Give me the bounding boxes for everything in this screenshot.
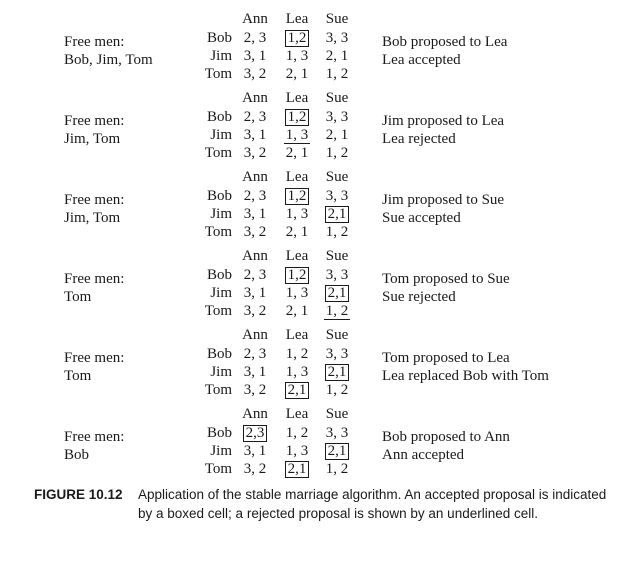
ranking-cell — [277, 144, 317, 162]
step-note — [382, 112, 504, 148]
ranking-cell — [317, 65, 357, 83]
ranking-cell — [317, 460, 357, 478]
ranking-cell — [277, 65, 317, 83]
accepted-cell — [317, 205, 357, 223]
rejected-cell — [277, 126, 317, 144]
row-name: Jim — [210, 364, 232, 380]
ranking-cell — [235, 345, 275, 363]
ranking-value: 1, 3 — [285, 364, 309, 380]
ranking-value: 3, 1 — [243, 285, 267, 301]
ranking-cell — [235, 284, 275, 302]
ranking-value: 2, 3 — [243, 267, 267, 283]
step-block — [0, 247, 623, 325]
ranking-cell — [317, 424, 357, 442]
ranking-value: 1, 3 — [285, 443, 309, 459]
ranking-cell — [317, 29, 357, 47]
step-note — [382, 270, 510, 306]
outcome-text: Ann accepted — [382, 447, 465, 463]
ranking-cell — [317, 223, 357, 241]
outcome-text: Sue accepted — [382, 210, 461, 226]
ranking-cell — [317, 345, 357, 363]
accepted-cell — [317, 442, 357, 460]
ranking-value: 1, 3 — [285, 285, 309, 301]
free-men — [64, 270, 124, 306]
ranking-value: 3, 3 — [325, 109, 349, 125]
ranking-value: 2, 1 — [285, 303, 309, 319]
caption-text: Application of the stable marriage algorithm. An accepted proposal is indicated by a boxed cell; a rejected proposal is shown by an underlined cell. — [138, 487, 607, 521]
ranking-value: 1, 3 — [285, 48, 309, 64]
ranking-cell — [235, 47, 275, 65]
ranking-value: 1, 3 — [285, 206, 309, 222]
ranking-value: 2, 3 — [243, 346, 267, 362]
ranking-cell — [235, 29, 275, 47]
column-header: Sue — [325, 248, 349, 264]
free-men — [64, 112, 124, 148]
ranking-value: 3, 2 — [243, 461, 267, 477]
ranking-value: 1,2 — [285, 30, 310, 47]
column-header: Ann — [242, 11, 268, 27]
outcome-text: Lea rejected — [382, 131, 456, 147]
free-men — [64, 349, 124, 385]
rejected-cell — [317, 302, 357, 320]
step-block — [0, 168, 623, 246]
proposal-text: Tom proposed to Sue — [382, 271, 510, 287]
free-men-label: Free men: — [64, 429, 125, 445]
ranking-value: 2, 1 — [285, 145, 309, 161]
ranking-cell — [317, 126, 357, 144]
step-note — [382, 428, 510, 464]
caption-label: FIGURE 10.12 — [34, 487, 123, 502]
row-name: Jim — [210, 48, 232, 64]
ranking-value: 2,1 — [325, 206, 350, 223]
ranking-value: 3, 3 — [325, 346, 349, 362]
ranking-cell — [277, 363, 317, 381]
row-name: Jim — [210, 127, 232, 143]
ranking-value: 2, 1 — [325, 48, 349, 64]
ranking-value: 3, 1 — [243, 443, 267, 459]
free-men-list: Jim, Tom — [64, 131, 121, 147]
column-header: Ann — [242, 248, 268, 264]
column-header: Ann — [242, 90, 268, 106]
ranking-value: 2, 3 — [243, 109, 267, 125]
ranking-cell — [277, 205, 317, 223]
free-men-list: Jim, Tom — [64, 210, 121, 226]
ranking-value: 3, 2 — [243, 224, 267, 240]
column-header: Sue — [325, 169, 349, 185]
ranking-value: 2,1 — [285, 461, 310, 478]
column-header: Sue — [325, 327, 349, 343]
row-name: Bob — [206, 30, 232, 46]
ranking-cell — [317, 144, 357, 162]
row-name: Tom — [204, 66, 232, 82]
ranking-cell — [235, 442, 275, 460]
column-header: Ann — [242, 406, 268, 422]
ranking-value: 3, 1 — [243, 206, 267, 222]
ranking-value: 1,2 — [285, 267, 310, 284]
column-header: Lea — [285, 406, 309, 422]
row-name: Tom — [204, 145, 232, 161]
free-men — [64, 191, 124, 227]
outcome-text: Sue rejected — [382, 289, 456, 305]
ranking-value: 2, 3 — [243, 188, 267, 204]
ranking-cell — [235, 187, 275, 205]
ranking-value: 3, 2 — [243, 382, 267, 398]
row-name: Bob — [206, 346, 232, 362]
ranking-cell — [235, 266, 275, 284]
ranking-cell — [235, 126, 275, 144]
ranking-cell — [277, 284, 317, 302]
accepted-cell — [277, 187, 317, 205]
ranking-value: 2,1 — [285, 382, 310, 399]
ranking-value: 1, 2 — [325, 224, 349, 240]
step-note — [382, 33, 507, 69]
ranking-cell — [317, 381, 357, 399]
ranking-cell — [317, 187, 357, 205]
ranking-value: 1, 2 — [285, 346, 309, 362]
ranking-value: 1, 3 — [285, 127, 309, 143]
proposal-text: Tom proposed to Lea — [382, 350, 510, 366]
free-men-list: Bob, Jim, Tom — [64, 52, 153, 68]
proposal-text: Jim proposed to Sue — [382, 192, 505, 208]
column-header: Lea — [285, 327, 309, 343]
ranking-cell — [277, 442, 317, 460]
row-name: Jim — [210, 285, 232, 301]
ranking-value: 3, 1 — [243, 48, 267, 64]
free-men-list: Bob — [64, 447, 90, 463]
ranking-value: 1,2 — [285, 109, 310, 126]
row-name: Bob — [206, 267, 232, 283]
column-header: Sue — [325, 90, 349, 106]
proposal-text: Jim proposed to Lea — [382, 113, 505, 129]
column-header: Ann — [242, 327, 268, 343]
row-name: Jim — [210, 443, 232, 459]
outcome-text: Lea replaced Bob with Tom — [382, 368, 549, 384]
ranking-cell — [277, 345, 317, 363]
accepted-cell — [277, 108, 317, 126]
ranking-value: 1, 2 — [325, 382, 349, 398]
step-block — [0, 10, 623, 88]
free-men-label: Free men: — [64, 350, 125, 366]
ranking-value: 1, 2 — [325, 145, 349, 161]
proposal-text: Bob proposed to Lea — [382, 34, 508, 50]
free-men-label: Free men: — [64, 113, 125, 129]
row-name: Bob — [206, 109, 232, 125]
ranking-value: 3, 3 — [325, 425, 349, 441]
step-note — [382, 191, 504, 227]
ranking-value: 2,1 — [325, 285, 350, 302]
ranking-value: 2, 3 — [243, 30, 267, 46]
ranking-value: 3, 2 — [243, 66, 267, 82]
step-block — [0, 326, 623, 404]
column-header: Lea — [285, 248, 309, 264]
ranking-value: 3, 3 — [325, 267, 349, 283]
step-block — [0, 405, 623, 483]
step-block — [0, 89, 623, 167]
ranking-cell — [277, 47, 317, 65]
ranking-cell — [235, 363, 275, 381]
ranking-value: 3, 2 — [243, 145, 267, 161]
ranking-value: 1,2 — [285, 188, 310, 205]
row-name: Bob — [206, 425, 232, 441]
ranking-value: 3, 3 — [325, 188, 349, 204]
ranking-cell — [235, 381, 275, 399]
accepted-cell — [277, 460, 317, 478]
ranking-value: 3, 1 — [243, 364, 267, 380]
row-name: Bob — [206, 188, 232, 204]
accepted-cell — [277, 29, 317, 47]
column-header: Lea — [285, 169, 309, 185]
ranking-value: 2,3 — [243, 425, 268, 442]
ranking-cell — [277, 424, 317, 442]
ranking-value: 2,1 — [325, 364, 350, 381]
free-men-label: Free men: — [64, 271, 125, 287]
accepted-cell — [277, 381, 317, 399]
ranking-cell — [235, 65, 275, 83]
row-name: Tom — [204, 224, 232, 240]
accepted-cell — [317, 284, 357, 302]
row-name: Tom — [204, 461, 232, 477]
ranking-value: 3, 1 — [243, 127, 267, 143]
ranking-value: 2, 1 — [285, 224, 309, 240]
ranking-cell — [235, 205, 275, 223]
ranking-value: 1, 2 — [285, 425, 309, 441]
ranking-cell — [235, 108, 275, 126]
column-header: Lea — [285, 90, 309, 106]
free-men — [64, 428, 124, 464]
ranking-value: 2, 1 — [285, 66, 309, 82]
outcome-text: Lea accepted — [382, 52, 461, 68]
row-name: Jim — [210, 206, 232, 222]
free-men-label: Free men: — [64, 192, 125, 208]
ranking-cell — [277, 223, 317, 241]
free-men — [64, 33, 153, 69]
accepted-cell — [235, 424, 275, 442]
row-name: Tom — [204, 303, 232, 319]
ranking-value: 2,1 — [325, 443, 350, 460]
ranking-cell — [235, 223, 275, 241]
free-men-list: Tom — [64, 289, 92, 305]
free-men-label: Free men: — [64, 34, 125, 50]
ranking-value: 3, 3 — [325, 30, 349, 46]
ranking-cell — [317, 47, 357, 65]
free-men-list: Tom — [64, 368, 92, 384]
ranking-cell — [235, 144, 275, 162]
ranking-value: 2, 1 — [325, 127, 349, 143]
row-name: Tom — [204, 382, 232, 398]
column-header: Lea — [285, 11, 309, 27]
ranking-value: 1, 2 — [325, 461, 349, 477]
accepted-cell — [317, 363, 357, 381]
proposal-text: Bob proposed to Ann — [382, 429, 510, 445]
ranking-value: 1, 2 — [325, 66, 349, 82]
ranking-cell — [235, 302, 275, 320]
step-note — [382, 349, 549, 385]
ranking-cell — [235, 460, 275, 478]
column-header: Ann — [242, 169, 268, 185]
ranking-value: 1, 2 — [325, 303, 349, 319]
ranking-cell — [317, 266, 357, 284]
ranking-value: 3, 2 — [243, 303, 267, 319]
ranking-cell — [277, 302, 317, 320]
column-header: Sue — [325, 11, 349, 27]
accepted-cell — [277, 266, 317, 284]
ranking-cell — [317, 108, 357, 126]
column-header: Sue — [325, 406, 349, 422]
